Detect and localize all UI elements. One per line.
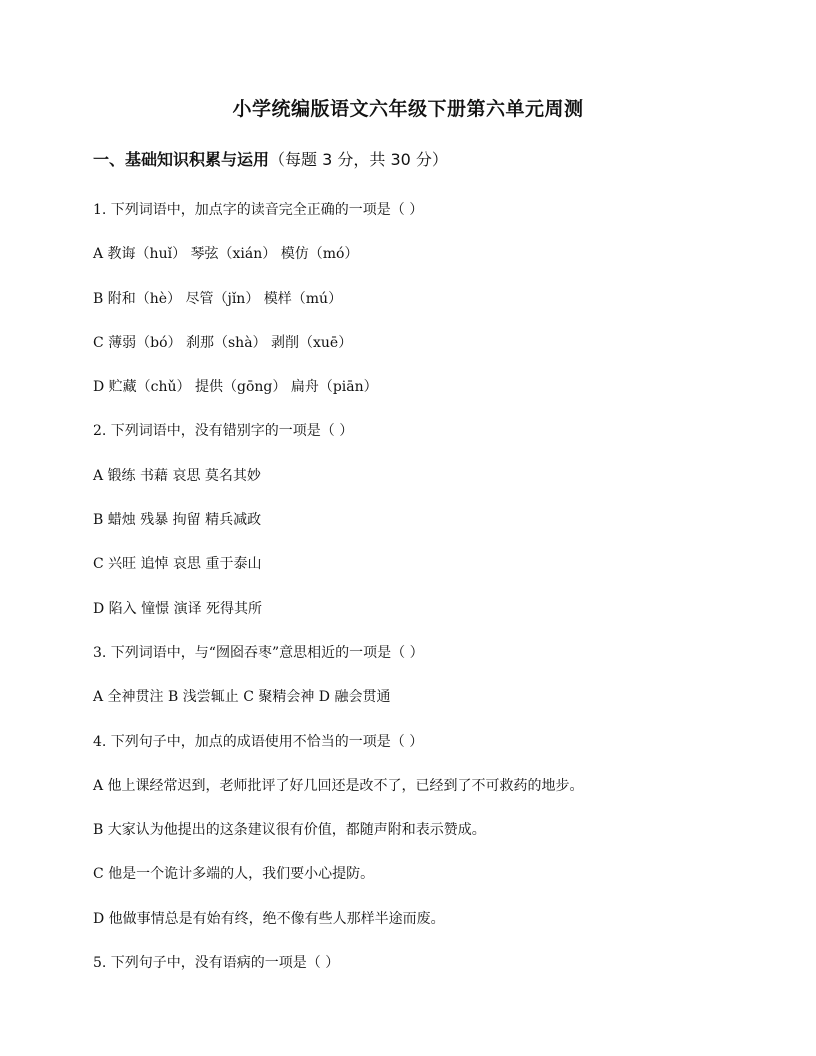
question-2-option-a: A 锻练 书藉 哀思 莫名其妙 (93, 467, 261, 484)
question-1-option-d: D 贮藏（chǔ） 提供（gōng） 扁舟（piān） (93, 379, 378, 396)
question-3-stem: 3. 下列词语中，与“囫囵吞枣”意思相近的一项是（ ） (93, 644, 424, 661)
question-1-option-a: A 教诲（huǐ） 琴弦（xián） 模仿（mó） (93, 246, 359, 263)
question-2-option-c: C 兴旺 追悼 哀思 重于泰山 (93, 556, 262, 573)
section-heading-score-note: （每题 3 分，共 30 分） (269, 150, 448, 169)
question-1-option-c: C 薄弱（bó） 刹那（shà） 剥削（xuē） (93, 334, 353, 351)
question-3-options: A 全神贯注 B 浅尝辄止 C 聚精会神 D 融会贯通 (93, 689, 391, 706)
question-4-option-a: A 他上课经常迟到，老师批评了好几回还是改不了，已经到了不可救药的地步。 (93, 777, 584, 794)
question-1-option-b: B 附和（hè） 尽管（jǐn） 模样（mú） (93, 290, 343, 307)
question-5-stem: 5. 下列句子中，没有语病的一项是（ ） (93, 955, 340, 972)
question-list (93, 198, 793, 995)
question-4-option-b: B 大家认为他提出的这条建议很有价值，都随声附和表示赞成。 (93, 822, 486, 839)
question-2-option-d: D 陷入 憧憬 演译 死得其所 (93, 600, 263, 617)
question-4-stem: 4. 下列句子中，加点的成语使用不恰当的一项是（ ） (93, 733, 424, 750)
question-4-option-c: C 他是一个诡计多端的人，我们要小心提防。 (93, 866, 375, 883)
document-title: 小学统编版语文六年级下册第六单元周测 (232, 98, 584, 120)
section-heading (93, 148, 448, 172)
question-1-stem: 1. 下列词语中，加点字的读音完全正确的一项是（ ） (93, 202, 424, 218)
question-4-option-d: D 他做事情总是有始有终，绝不像有些人那样半途而废。 (93, 910, 445, 927)
section-heading-title: 一、基础知识积累与运用 (93, 150, 270, 169)
question-2-option-b: B 蜡烛 残暴 拘留 精兵减政 (93, 512, 262, 529)
question-2-stem: 2. 下列词语中，没有错别字的一项是（ ） (93, 423, 354, 440)
